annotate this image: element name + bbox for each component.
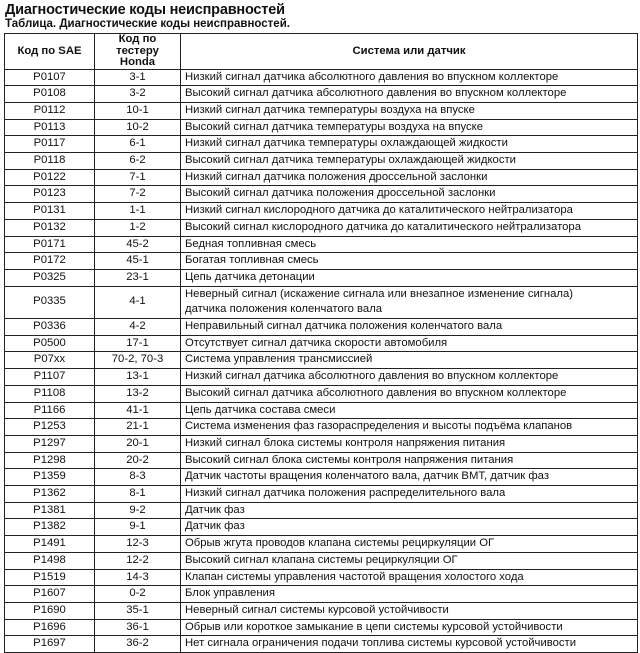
sae-code-cell: P0107: [5, 69, 95, 86]
honda-code-cell: 20-2: [95, 452, 181, 469]
header-system: Система или датчик: [181, 34, 638, 70]
table-row: [5, 619, 638, 636]
honda-code-cell: 4-1: [95, 286, 181, 318]
sae-code-cell: P1298: [5, 452, 95, 469]
table-row: [5, 469, 638, 486]
sae-code-cell: P1697: [5, 636, 95, 653]
table-row: [5, 502, 638, 519]
description-cell: Бедная топливная смесь: [181, 236, 638, 253]
table-row: [5, 603, 638, 620]
honda-code-cell: 1-1: [95, 203, 181, 220]
honda-code-cell: 7-1: [95, 169, 181, 186]
table-row: [5, 335, 638, 352]
table-row: [5, 385, 638, 402]
table-header-row: [5, 34, 638, 70]
sae-code-cell: P0500: [5, 335, 95, 352]
description-cell: Высокий сигнал кислородного датчика до каталитического нейтрализатора: [181, 219, 638, 236]
description-cell: Клапан системы управления частотой вращения холостого хода: [181, 569, 638, 586]
honda-code-cell: 8-3: [95, 469, 181, 486]
honda-code-cell: 10-2: [95, 119, 181, 136]
description-cell: Высокий сигнал датчика температуры охлаждающей жидкости: [181, 153, 638, 170]
honda-code-cell: 9-2: [95, 502, 181, 519]
table-row: [5, 486, 638, 503]
table-row: [5, 236, 638, 253]
honda-code-cell: 13-1: [95, 369, 181, 386]
table-row: [5, 569, 638, 586]
description-cell: Цепь датчика детонации: [181, 269, 638, 286]
sae-code-cell: P07xx: [5, 352, 95, 369]
description-cell: Низкий сигнал датчика температуры воздуха на впуске: [181, 102, 638, 119]
sae-code-cell: P1381: [5, 502, 95, 519]
honda-code-cell: 14-3: [95, 569, 181, 586]
description-cell: Низкий сигнал кислородного датчика до каталитического нейтрализатора: [181, 203, 638, 220]
description-cell: Неверный сигнал (искажение сигнала или внезапное изменение сигнала) датчика положения коленчатого вала: [181, 286, 638, 318]
description-cell: Система управления трансмиссией: [181, 352, 638, 369]
table-row: [5, 153, 638, 170]
description-cell: Блок управления: [181, 586, 638, 603]
sae-code-cell: P0108: [5, 86, 95, 103]
page-title: Диагностические коды неисправностей: [5, 2, 285, 18]
honda-code-cell: 9-1: [95, 519, 181, 536]
table-row: [5, 519, 638, 536]
sae-code-cell: P1253: [5, 419, 95, 436]
honda-code-cell: 10-1: [95, 102, 181, 119]
table-row: [5, 253, 638, 270]
sae-code-cell: P0171: [5, 236, 95, 253]
sae-code-cell: P0336: [5, 319, 95, 336]
table-row: [5, 552, 638, 569]
honda-code-cell: 1-2: [95, 219, 181, 236]
table-row: [5, 269, 638, 286]
table-row: [5, 119, 638, 136]
table-caption: Таблица. Диагностические коды неисправностей.: [5, 18, 290, 30]
header-sae-code: Код по SAE: [5, 34, 95, 70]
honda-code-cell: 8-1: [95, 486, 181, 503]
description-cell: Низкий сигнал датчика абсолютного давления во впускном коллекторе: [181, 69, 638, 86]
honda-code-cell: 13-2: [95, 385, 181, 402]
honda-code-cell: 45-1: [95, 253, 181, 270]
honda-code-cell: 12-2: [95, 552, 181, 569]
honda-code-cell: 21-1: [95, 419, 181, 436]
description-cell: Богатая топливная смесь: [181, 253, 638, 270]
honda-code-cell: 3-2: [95, 86, 181, 103]
sae-code-cell: P1607: [5, 586, 95, 603]
honda-code-cell: 6-2: [95, 153, 181, 170]
honda-code-cell: 6-1: [95, 136, 181, 153]
table-row: [5, 186, 638, 203]
honda-code-cell: 45-2: [95, 236, 181, 253]
sae-code-cell: P0123: [5, 186, 95, 203]
table-row: [5, 319, 638, 336]
sae-code-cell: P1382: [5, 519, 95, 536]
description-cell: Датчик фаз: [181, 519, 638, 536]
table-row: [5, 203, 638, 220]
description-cell: Низкий сигнал датчика абсолютного давления во впускном коллекторе: [181, 369, 638, 386]
sae-code-cell: P0113: [5, 119, 95, 136]
description-cell: Обрыв или короткое замыкание в цепи системы курсовой устойчивости: [181, 619, 638, 636]
table-row: [5, 369, 638, 386]
sae-code-cell: P0172: [5, 253, 95, 270]
sae-code-cell: P1108: [5, 385, 95, 402]
honda-code-cell: 41-1: [95, 402, 181, 419]
sae-code-cell: P1690: [5, 603, 95, 620]
sae-code-cell: P1498: [5, 552, 95, 569]
table-row: [5, 636, 638, 653]
sae-code-cell: P1491: [5, 536, 95, 553]
description-cell: Цепь датчика состава смеси: [181, 402, 638, 419]
description-cell: Неверный сигнал системы курсовой устойчивости: [181, 603, 638, 620]
table-row: [5, 586, 638, 603]
honda-code-cell: 17-1: [95, 335, 181, 352]
description-cell: Датчик фаз: [181, 502, 638, 519]
table-row: [5, 219, 638, 236]
sae-code-cell: P0117: [5, 136, 95, 153]
table-row: [5, 136, 638, 153]
table-row: [5, 352, 638, 369]
table-row: [5, 69, 638, 86]
honda-code-cell: 20-1: [95, 435, 181, 452]
description-cell: Низкий сигнал блока системы контроля напряжения питания: [181, 435, 638, 452]
description-cell: Высокий сигнал датчика положения дроссельной заслонки: [181, 186, 638, 203]
honda-code-cell: 0-2: [95, 586, 181, 603]
table-row: [5, 169, 638, 186]
description-cell: Система изменения фаз газораспределения и высоты подъёма клапанов: [181, 419, 638, 436]
honda-code-cell: 7-2: [95, 186, 181, 203]
table-row: [5, 286, 638, 318]
sae-code-cell: P1359: [5, 469, 95, 486]
sae-code-cell: P1166: [5, 402, 95, 419]
sae-code-cell: P1107: [5, 369, 95, 386]
description-cell: Отсутствует сигнал датчика скорости автомобиля: [181, 335, 638, 352]
table-row: [5, 86, 638, 103]
table-row: [5, 102, 638, 119]
honda-code-cell: 3-1: [95, 69, 181, 86]
table-body: [5, 69, 638, 653]
sae-code-cell: P0122: [5, 169, 95, 186]
sae-code-cell: P1297: [5, 435, 95, 452]
description-cell: Низкий сигнал датчика положения распределительного вала: [181, 486, 638, 503]
honda-code-cell: 23-1: [95, 269, 181, 286]
description-cell: Высокий сигнал клапана системы рециркуляции ОГ: [181, 552, 638, 569]
table-row: [5, 536, 638, 553]
description-cell: Низкий сигнал датчика температуры охлаждающей жидкости: [181, 136, 638, 153]
sae-code-cell: P0335: [5, 286, 95, 318]
honda-code-cell: 36-2: [95, 636, 181, 653]
table-row: [5, 419, 638, 436]
sae-code-cell: P0131: [5, 203, 95, 220]
description-cell: Высокий сигнал датчика температуры воздуха на впуске: [181, 119, 638, 136]
sae-code-cell: P0118: [5, 153, 95, 170]
sae-code-cell: P1519: [5, 569, 95, 586]
honda-code-cell: 35-1: [95, 603, 181, 620]
honda-code-cell: 70-2, 70-3: [95, 352, 181, 369]
description-cell: Низкий сигнал датчика положения дроссельной заслонки: [181, 169, 638, 186]
honda-code-cell: 12-3: [95, 536, 181, 553]
description-cell: Высокий сигнал датчика абсолютного давления во впускном коллекторе: [181, 385, 638, 402]
table-row: [5, 452, 638, 469]
description-cell: Неправильный сигнал датчика положения коленчатого вала: [181, 319, 638, 336]
description-cell: Датчик частоты вращения коленчатого вала, датчик ВМТ, датчик фаз: [181, 469, 638, 486]
sae-code-cell: P1362: [5, 486, 95, 503]
sae-code-cell: P0325: [5, 269, 95, 286]
header-honda-code: Код по тестеру Honda: [95, 34, 181, 70]
table-row: [5, 435, 638, 452]
description-cell: Высокий сигнал датчика абсолютного давления во впускном коллекторе: [181, 86, 638, 103]
honda-code-cell: 36-1: [95, 619, 181, 636]
description-cell: Высокий сигнал блока системы контроля напряжения питания: [181, 452, 638, 469]
dtc-table: [4, 33, 638, 653]
sae-code-cell: P0112: [5, 102, 95, 119]
description-cell: Обрыв жгута проводов клапана системы рециркуляции ОГ: [181, 536, 638, 553]
honda-code-cell: 4-2: [95, 319, 181, 336]
table-row: [5, 402, 638, 419]
description-cell: Нет сигнала ограничения подачи топлива системы курсовой устойчивости: [181, 636, 638, 653]
sae-code-cell: P1696: [5, 619, 95, 636]
sae-code-cell: P0132: [5, 219, 95, 236]
